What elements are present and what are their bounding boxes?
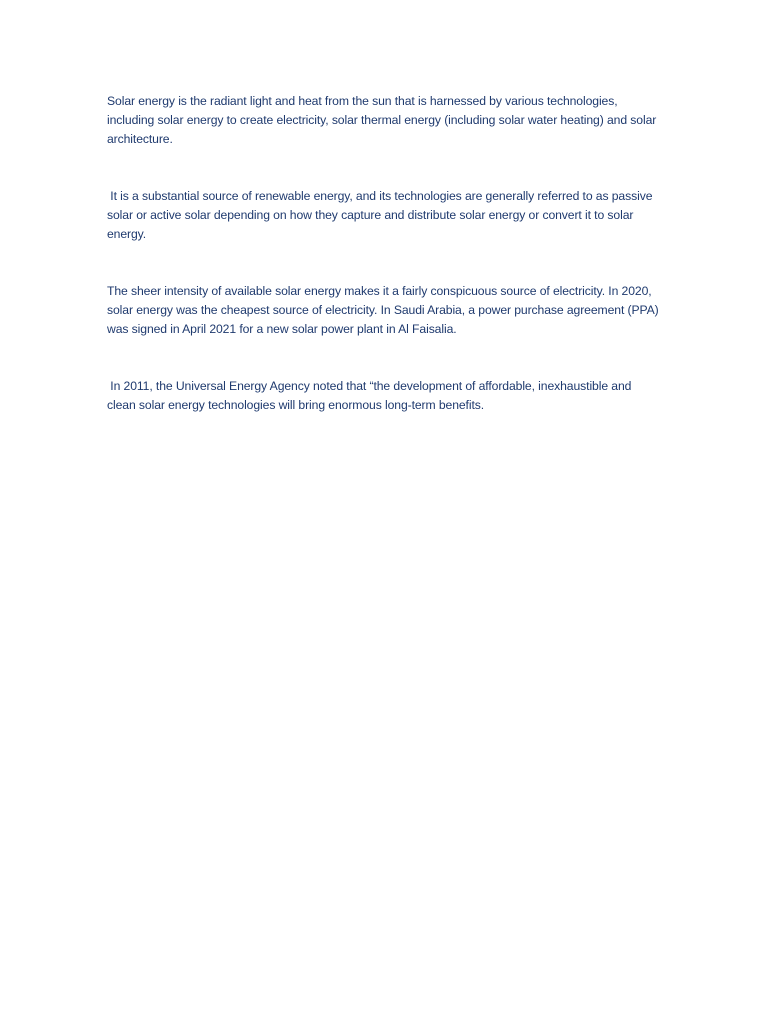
paragraph-3: The sheer intensity of available solar energy makes it a fairly conspicuous source of electricity. In 2020, solar energy was the cheapest source of electricity. In Saudi Arabia, a power purchase agreement (PPA) was signed in April 2021 for a new solar power plant in Al Faisalia. — [107, 284, 662, 336]
paragraph-2: It is a substantial source of renewable energy, and its technologies are generally referred to as passive solar or active solar depending on how they capture and distribute solar energy or convert it to solar energy. — [107, 189, 656, 241]
paragraph-1: Solar energy is the radiant light and heat from the sun that is harnessed by various technologies, including solar energy to create electricity, solar thermal energy (including solar water heating) and solar architecture. — [107, 94, 660, 146]
paragraph-4: In 2011, the Universal Energy Agency noted that “the development of affordable, inexhaustible and clean solar energy technologies will bring enormous long-term benefits. — [107, 379, 635, 412]
document-body — [107, 92, 663, 453]
